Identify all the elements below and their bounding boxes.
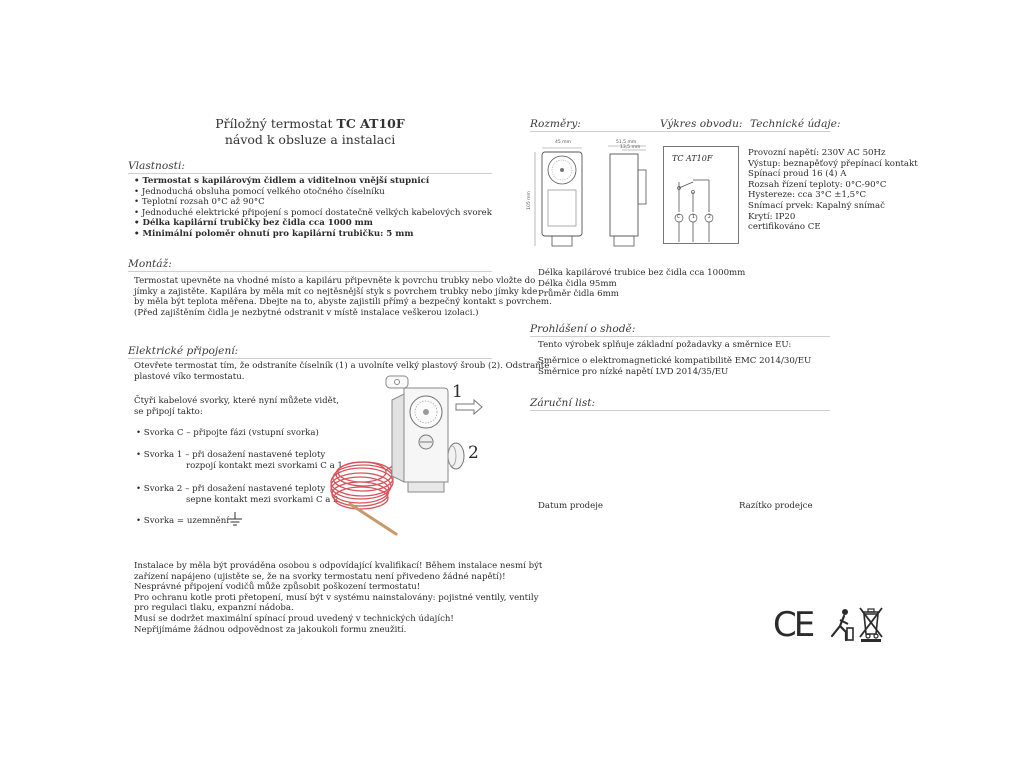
divider (128, 358, 492, 359)
text-line: certifikováno CE (748, 222, 821, 233)
warranty-heading: Záruční list: (530, 397, 596, 409)
properties-heading: Vlastnosti: (128, 160, 185, 172)
text-line: Nesprávné připojení vodičů může způsobit poškození termostatu! (134, 582, 421, 593)
dim-depth1: 51,5 mm (616, 140, 637, 145)
terminals-intro (134, 396, 339, 417)
dim-height: 105 mm (526, 191, 532, 210)
circuit-diagram (663, 166, 737, 242)
text-line: plastové víko termostatu. (134, 371, 245, 382)
text-line: jímky a zajistěte. Kapilára by měla mít co nejtěsnější styk s povrchem trubky nebo jímky kde (134, 286, 538, 297)
seller-stamp-label: Razítko prodejce (739, 501, 813, 511)
electrical-heading: Elektrické připojení: (128, 345, 239, 357)
warnings-text (134, 561, 542, 635)
text-line: Délka kapilárové trubice bez čidla cca 1000mm (538, 268, 746, 278)
list-item: • Délka kapilární trubičky bez čidla cca 1000 mm (134, 218, 492, 229)
text-line: pro regulaci tlaku, expanzní nádoba. (134, 603, 294, 614)
circuit-heading: Výkres obvodu: (660, 118, 743, 130)
text-line: Termostat upevněte na vhodné místo a kapiláru připevněte k povrchu trubky nebo vložte do (134, 276, 536, 286)
divider (530, 410, 830, 411)
text-line: Krytí: IP20 (748, 211, 796, 222)
text-line: Pro ochranu kotle proti přetopení, musí být v systému nainstalovány: pojistné ventily, ventily (134, 592, 539, 603)
circuit-terminal-2: 2 (708, 215, 711, 220)
declaration-line-2: Směrnice o elektromagnetické kompatibilitě EMC 2014/30/EU (538, 356, 812, 366)
dimension-drawing (530, 136, 660, 254)
declaration-heading: Prohlášení o shodě: (530, 323, 636, 335)
earth-icon (226, 511, 244, 527)
sale-date-label: Datum prodeje (538, 501, 604, 511)
text-line: by měla být teplota měřena. Dbejte na to, abyste zajistili přímý a bezpečný kontakt s povrchem. (134, 297, 552, 308)
properties-list (134, 176, 492, 240)
list-item: • Termostat s kapilárovým čidlem a viditelnou vnější stupnicí (134, 176, 492, 187)
text-line: Otevřete termostat tím, že odstraníte číselník (1) a uvolníte velký plastový šroub (2). Odstraňte (134, 361, 550, 371)
list-item: • Jednoduché elektrické připojení s pomocí dostatečně velkých kabelových svorek (134, 208, 492, 219)
text-line: Hystereze: cca 3°C ±1,5°C (748, 190, 867, 201)
technical-heading: Technické údaje: (750, 118, 841, 130)
mounting-text (134, 276, 552, 318)
text-line: se připojí takto: (134, 406, 203, 417)
callout-1: 1 (452, 382, 463, 402)
dimension-notes (538, 268, 745, 300)
text-line: Snímací prvek: Kapalný snímač (748, 200, 885, 211)
circuit-terminal-c: C (677, 215, 681, 220)
title-subtitle: návod k obsluze a instalaci (224, 132, 396, 147)
list-item: • Teplotní rozsah 0°C až 90°C (134, 197, 492, 208)
dim-depth2: 13,5 mm (620, 145, 641, 150)
list-item: • Minimální poloměr ohnutí pro kapilární trubičku: 5 mm (134, 229, 492, 240)
text-line: sepne kontakt mezi svorkami C a 2 (186, 494, 339, 505)
text-line: Spínací proud 16 (4) A (748, 169, 847, 180)
text-line: Musí se dodržet maximální spínací proud uvedený v technických údajích! (134, 613, 454, 624)
terminal-2 (136, 484, 339, 505)
divider (128, 173, 492, 174)
title-prefix: Příložný termostat (215, 116, 333, 131)
technical-data (748, 148, 918, 233)
text-line: Čtyři kabelové svorky, které nyní můžete vidět, (134, 396, 339, 406)
tidyman-recycle-icon (828, 608, 854, 642)
circuit-model: TC AT10F (672, 154, 713, 163)
list-item: • Jednoduchá obsluha pomocí velkého otočného číselníku (134, 187, 492, 198)
arrow-right-icon (456, 400, 482, 414)
divider (530, 131, 830, 132)
text-line: rozpojí kontakt mezi svorkami C a 1 (186, 460, 343, 471)
terminal-1 (136, 450, 343, 471)
text-line: Provozní napětí: 230V AC 50Hz (748, 148, 886, 158)
terminal-c: • Svorka C – připojte fázi (vstupní svorka) (136, 428, 319, 438)
text-line: Průměr čidla 6mm (538, 289, 619, 300)
text-line: (Před zajištěním čidla je nezbytné odstranit v místě instalace veškerou izolaci.) (134, 307, 479, 318)
ce-mark: CE (773, 605, 813, 645)
text-line: Nepřijímáme žádnou odpovědnost za jakoukoli formu zneužití. (134, 624, 407, 635)
dim-width: 45 mm (555, 140, 571, 145)
text-line: Výstup: beznapěťový přepínací kontakt (748, 158, 918, 169)
text-line: • Svorka 2 – při dosažení nastavené teploty (136, 484, 326, 494)
circuit-terminal-1: 1 (692, 215, 695, 220)
mounting-heading: Montáž: (128, 258, 172, 270)
text-line: Instalace by měla být prováděna osobou s odpovídající kvalifikací! Během instalace nesmí být (134, 561, 543, 571)
callout-2: 2 (468, 443, 479, 463)
text-line: • Svorka 1 – při dosažení nastavené teploty (136, 450, 326, 460)
declaration-line-3: Směrnice pro nízké napětí LVD 2014/35/EU (538, 367, 729, 377)
text-line: Délka čidla 95mm (538, 278, 617, 289)
terminal-earth: • Svorka = uzemnění (136, 516, 230, 526)
text-line: zařízení napájeno (ujistěte se, že na svorky termostatu není přivedeno žádné napětí)! (134, 571, 506, 582)
dimensions-heading: Rozměry: (530, 118, 581, 130)
weee-crossed-bin-icon (858, 606, 884, 642)
document-title (215, 116, 405, 148)
text-line: Rozsah řízení teploty: 0°C-90°C (748, 179, 887, 190)
declaration-line-1: Tento výrobek splňuje základní požadavky a směrnice EU: (538, 340, 792, 350)
title-model: TC AT10F (336, 116, 405, 131)
divider (128, 271, 492, 272)
divider (530, 336, 830, 337)
